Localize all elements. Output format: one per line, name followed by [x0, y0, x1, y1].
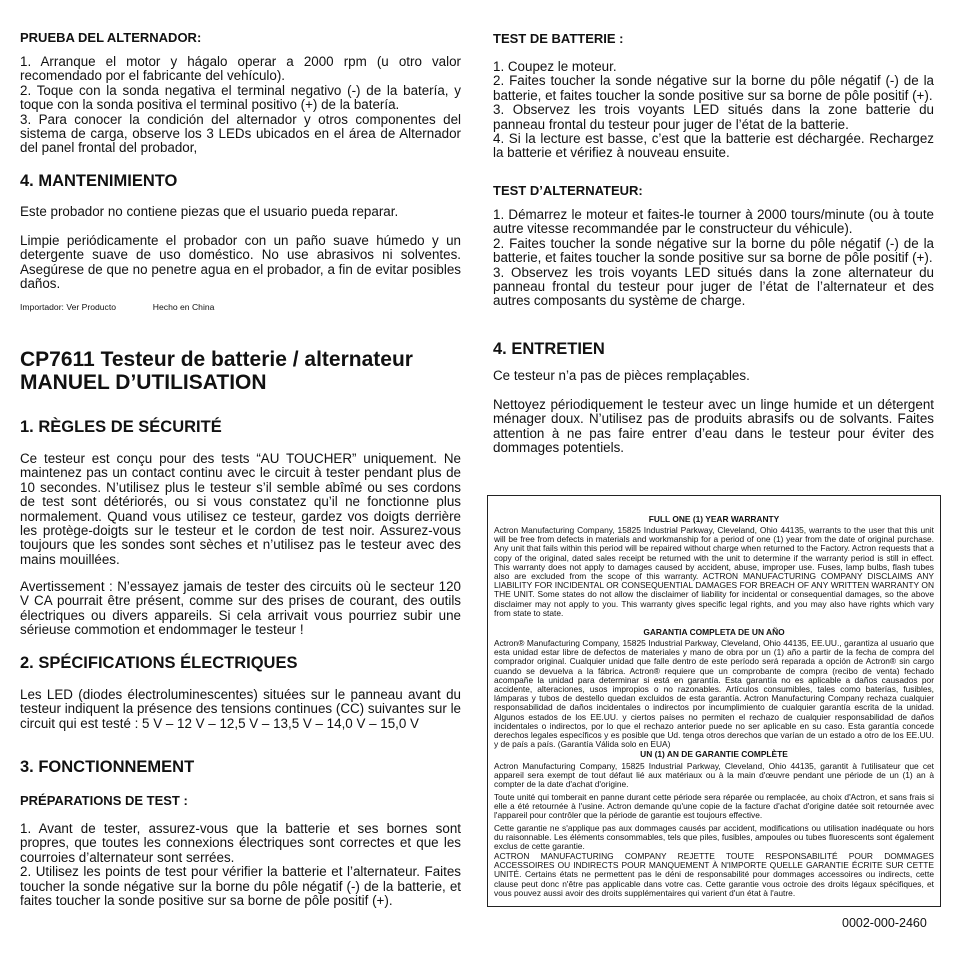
maintenance-paragraph-1: Ce testeur n’a pas de pièces remplaçables. — [493, 368, 750, 383]
es-alternator-test-heading: PRUEBA DEL ALTERNADOR: — [20, 30, 202, 45]
es-maintenance-p2: Limpie periódicamente el probador con un paño suave húmedo y un detergente suave de uso doméstico. No use abrasivos ni solventes. Asegúrese de que no penetre agua en el probador, a fin de evitar posibles daños. — [20, 233, 461, 292]
warranty-fr-text-3: Cette garantie ne s'applique pas aux dommages causés par accident, modifications ou utilisation inadéquate ou hors du raisonnable. Les éléments consommables, tels que piles, fusibles, ampoules ou tubes fluorescents sont également exclus de cette garantie. — [494, 823, 934, 852]
warranty-en-title: FULL ONE (1) YEAR WARRANTY — [648, 514, 780, 524]
battery-test-paragraph: 1. Coupez le moteur. 2. Faites toucher la sonde négative sur la borne du pôle négatif (-) de la batterie, et faites toucher la sonde positive sur sa borne de pôle positif (+). 3. Observez les trois voyants LED situés dans la zone batterie du panneau frontal du testeur pour juger de l’état de la batterie. 4. Si la lecture est basse, c’est que la batterie est déchargée. Rechargez la batterie et vérifiez à nouveau ensuite. — [493, 59, 934, 161]
es-maintenance-heading: 4. MANTENIMIENTO — [20, 172, 178, 190]
warranty-fr-text-4: ACTRON MANUFACTURING COMPANY REJETTE TOUTE RESPONSABILITÉ POUR DOMMAGES ACCESSOIRES OU INDIRECTS POUR MANQUEMENT À N'IMPORTE QUELLE GARANTIE ÉCRITE SUR CETTE UNITÉ. Certains états ne permettent pas le déni de responsabilité pour dommages accessoires ou indirects, cette clause peut donc n'être pas applicable dans votre cas. Cette garantie vous octroie des droits légaux spécifiques, et vous pouvez aussi avoir des droits supplémentaires qui varient d'un état à l'autre. — [494, 851, 934, 898]
es-alt-step-1: 1. Arranque el motor y hágalo operar a 2000 rpm (u otro valor recomendado por el fabricante del vehículo). — [20, 54, 461, 84]
warranty-fr-text-2: Toute unité qui tomberait en panne durant cette période sera réparée ou remplacée, au choix d'Actron, et sans frais si elle a été retournée à l'usine. Actron demande qu'une copie de la facture d'achat d'origine datée soit retournée avec l'appareil pour contrôler que la période de garantie est toujours effective. — [494, 792, 934, 821]
document-title — [20, 348, 461, 394]
title-line-1: CP7611 Testeur de batterie / alternateur — [20, 348, 413, 371]
part-number: 0002-000-2460 — [842, 916, 927, 930]
safety-paragraph-2: Avertissement : N’essayez jamais de tester des circuits où le secteur 120 V CA pourrait être présent, comme sur des prises de courant, des outils électriques ou divers appareils. Si cela arrivait vous pourriez subir une sérieuse commotion et endommager le testeur ! — [20, 579, 461, 638]
specifications-heading: 2. SPÉCIFICATIONS ÉLECTRIQUES — [20, 654, 298, 672]
safety-heading: 1. RÈGLES DE SÉCURITÉ — [20, 418, 222, 436]
specifications-paragraph: Les LED (diodes électroluminescentes) situées sur le panneau avant du testeur indiquent la présence des tensions continues (CC) suivantes sur le circuit qui est testé : 5 V – 12 V – 12,5 V – 13,5 V – 14,0 V – 15,0 V — [20, 687, 461, 731]
test-preparation-paragraph: 1. Avant de tester, assurez-vous que la batterie et ses bornes sont propres, que toutes les connexions électriques sont correctes et que les courroies d’alternateur sont serrées. 2. Utilisez les points de test pour vérifier la batterie et l’alternateur. Faites toucher la sonde négative sur la borne du pôle négatif (-) de la batterie, et faites toucher la sonde positive sur sa borne de pôle positif (+). — [20, 821, 461, 909]
es-alt-step-2: 2. Toque con la sonda negativa el terminal negativo (-) de la batería, y toque con la sonda positiva el terminal positivo (+) de la batería. — [20, 82, 461, 113]
maintenance-heading: 4. ENTRETIEN — [493, 340, 605, 358]
alternator-test-heading: TEST D’ALTERNATEUR: — [493, 183, 643, 198]
alternator-test-paragraph: 1. Démarrez le moteur et faites-le tourner à 2000 tours/minute (ou à toute autre vitesse recommandée par le constructeur du véhicule). 2. Faites toucher la sonde négative sur la borne du pôle négatif (-) de la batterie, et faites toucher la sonde positive sur sa borne de pôle positif (+). 3. Observez les trois voyants LED situés dans la zone alternateur du panneau frontal du testeur pour juger de l’état de l’alternateur et des autres composants du système de charge. — [493, 207, 934, 309]
importer-line — [20, 302, 461, 312]
es-maintenance-p1: Este probador no contiene piezas que el usuario pueda reparar. — [20, 204, 399, 219]
test-preparation-heading: PRÉPARATIONS DE TEST : — [20, 793, 188, 808]
es-alt-step-3: 3. Para conocer la condición del alternador y otros componentes del sistema de carga, observe los 3 LEDs ubicados en el área de Alternador del panel frontal del probador, — [20, 111, 461, 156]
warranty-es-text: Actron® Manufacturing Company, 15825 Industrial Parkway, Cleveland, Ohio 44135, EE.UU., garantiza al usuario que esta unidad estar libre de defectos de materiales y mano de obra por un (1) año a partir de la fecha de compra del comprador original. Cualquier unidad que falle dentro de este período será reparada a opción de Actron® sin cargo cuando se devuelva a la fábrica. Actron® requiere que un comprobante de compra (recibo de venta) fechado acompañe la unidad para determinar si está en garantía. Esta garantía no es aplicable a daños causados por accidente, alteraciones, usos impropios o no razonables. Artículos consumibles, tales como baterías, fusibles, lámparas y tubos de destello quedan excluidos de esta garantía. Actron Manufacturing Company rechaza cualquier responsabilidad de daños incidentales o indirectos por incumplimiento de cualquier garantía escrita de la unidad. Algunos estados de los EE.UU. y ciertos países no permiten el rechazo de cualquier responsabilidad de daños incidentales o indirectos, por lo que el rechazo anterior puede no ser aplicable en su caso. Esta garantía concede derechos legales específicos y es posible que Ud. tenga otros derechos que varían de un estado a otro de los EE.UU. y de país a país. (Garantía Válida solo en EUA) — [494, 638, 934, 750]
warranty-fr-title: UN (1) AN DE GARANTIE COMPLÈTE — [640, 749, 788, 759]
title-line-2: MANUEL D’UTILISATION — [20, 371, 267, 394]
made-in-text: Hecho en China — [152, 302, 215, 312]
battery-test-heading: TEST DE BATTERIE : — [493, 31, 624, 46]
es-alternator-steps — [20, 55, 461, 156]
importer-text: Importador: Ver Producto — [20, 302, 117, 312]
warranty-fr-text-1: Actron Manufacturing Company, 15825 Industrial Parkway, Cleveland, Ohio 44135, garantit à l'utilisateur que cet appareil sera exempt de tout défaut lié aux matériaux ou à la main d'œuvre pendant une période de un (1) an à compter de la date d'achat d'origine. — [494, 761, 934, 790]
operation-heading: 3. FONCTIONNEMENT — [20, 758, 195, 776]
warranty-en-text: Actron Manufacturing Company, 15825 Industrial Parkway, Cleveland, Ohio 44135, warrants to the user that this unit will be free from defects in materials and workmanship for a period of one (1) year from the date of original purchase. Any unit that fails within this period will be repaired without charge when returned to the Factory. Actron requests that a copy of the original, dated sales receipt be returned with the unit to determine if the warranty period is still in effect. This warranty does not apply to damages caused by accident, abuse, improper use. Fuses, lamp bulbs, flash tubes also are excluded from the scope of this warranty. ACTRON MANUFACTURING COMPANY DISCLAIMS ANY LIABILITY FOR INCIDENTAL OR CONSEQUENTIAL DAMAGES FOR BREACH OF ANY WRITTEN WARRANTY ON THE UNIT. Some states do not allow the disclaimer of liability for incidental or consequential damages, so the above disclaimer may not apply to you. This warranty gives specific legal rights, and you may also have rights which vary from state to state. — [494, 525, 934, 618]
maintenance-paragraph-2: Nettoyez périodiquement le testeur avec un linge humide et un détergent ménager doux. N’utilisez pas de produits abrasifs ou de solvants. Faites attention à ne pas faire entrer d’eau dans le testeur pour éviter des dommages potentiels. — [493, 397, 934, 456]
warranty-box — [487, 495, 941, 907]
safety-paragraph-1: Ce testeur est conçu pour des tests “AU TOUCHER” uniquement. Ne maintenez pas un contact continu avec le circuit à tester pendant plus de 10 secondes. N’utilisez plus le testeur s’il semble abîmé ou ses cordons de test sont détériorés, ou si vous constatez qu’il ne fonctionne plus normalement. Quand vous utilisez ce testeur, gardez vos doigts derrière les protège-doigts sur le testeur et le cordon de test noir. Assurez-vous toujours que les sondes sont sèches et n’utilisez pas le testeur avec des mains mouillées. — [20, 451, 461, 567]
warranty-es-title: GARANTIA COMPLETA DE UN AÑO — [643, 627, 785, 637]
